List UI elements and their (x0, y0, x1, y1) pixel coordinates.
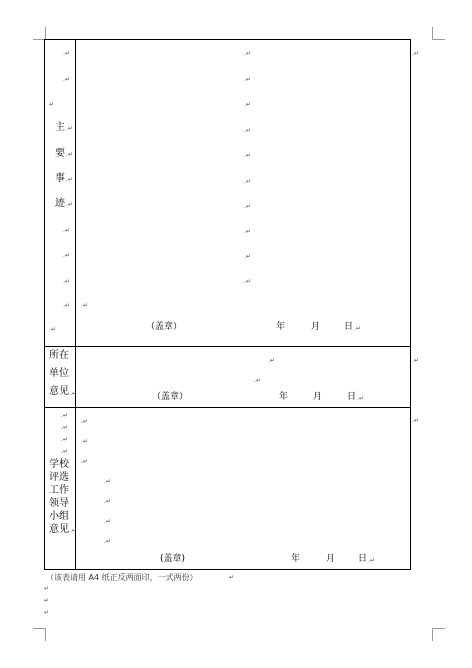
para-mark: .↵ (244, 203, 251, 210)
para-mark: .↵ (104, 478, 111, 485)
para-mark: .↵ (66, 151, 73, 158)
para-mark: .↵ (104, 518, 111, 525)
para-mark: .↵ (357, 395, 364, 402)
para-mark: .↵ (66, 176, 73, 183)
para-mark: .↵ (81, 458, 88, 465)
year-label: 年 (291, 554, 301, 564)
para-mark: .↵ (354, 325, 361, 332)
para-mark: .↵ (81, 418, 88, 425)
para-mark: .↵ (368, 557, 375, 564)
para-mark: .↵ (81, 302, 88, 309)
seal-label: （盖章） (146, 322, 183, 332)
para-mark: .↵ (244, 127, 251, 134)
para-mark: .↵ (49, 326, 56, 333)
print-instruction-note: （该表请用 A4 纸正反两面印，一式两份） (46, 573, 198, 582)
year-label: 年 (279, 392, 289, 402)
day-label: 日 (347, 392, 357, 402)
school-panel-label-line: 小组 (49, 511, 69, 522)
para-mark: .↵ (63, 76, 70, 83)
unit-opinion-label-line: 所在 (49, 350, 69, 361)
para-mark: .↵ (61, 412, 68, 419)
main-deeds-label-char: 迹 (55, 198, 65, 209)
para-mark: .↵ (70, 390, 77, 397)
label-column-divider (75, 39, 76, 570)
para-mark: .↵ (63, 227, 70, 234)
para-mark: .↵ (66, 201, 73, 208)
month-label: 月 (326, 554, 336, 564)
school-panel-label-line: 评选 (49, 472, 69, 483)
para-mark: .↵ (244, 152, 251, 159)
para-mark: .↵ (244, 253, 251, 260)
para-mark: .↵ (244, 228, 251, 235)
seal-label: （盖章） (152, 392, 189, 402)
para-mark: .↵ (244, 76, 251, 83)
crop-mark-bottom-left (33, 628, 46, 641)
para-mark: .↵ (244, 101, 251, 108)
school-panel-label-line: 工作 (49, 485, 69, 496)
para-mark: .↵ (412, 50, 419, 57)
crop-mark-bottom-right (432, 628, 445, 641)
para-mark: .↵ (412, 357, 419, 364)
main-deeds-label-char: 事 (55, 173, 65, 184)
para-mark: ↵ (229, 574, 235, 581)
row-divider-2 (44, 407, 411, 408)
unit-opinion-label-line: 单位 (49, 368, 69, 379)
para-mark: ↵ (44, 585, 50, 592)
day-label: 日 (344, 322, 354, 332)
para-mark: .↵ (61, 436, 68, 443)
para-mark: ↵ (44, 597, 50, 604)
para-mark: .↵ (63, 302, 70, 309)
school-panel-label-line: 领导 (49, 498, 69, 509)
para-mark: .↵ (70, 527, 77, 534)
para-mark: ↵ (49, 101, 55, 108)
school-panel-label-line: 意见 (49, 524, 69, 535)
para-mark: .↵ (244, 50, 251, 57)
para-mark: .↵ (61, 424, 68, 431)
row-divider-1 (44, 346, 411, 347)
para-mark: .↵ (81, 438, 88, 445)
main-deeds-label-char: 要 (55, 148, 65, 159)
para-mark: .↵ (244, 278, 251, 285)
unit-opinion-label-line: 意见 (49, 386, 69, 397)
para-mark: ↵ (44, 609, 50, 616)
school-panel-label-line: 学校 (49, 459, 69, 470)
para-mark: .↵ (244, 178, 251, 185)
para-mark: .↵ (254, 377, 261, 384)
main-deeds-label-char: 主 (55, 122, 65, 133)
seal-label: (盖章) (160, 554, 186, 564)
para-mark: .↵ (63, 50, 70, 57)
para-mark: .↵ (63, 278, 70, 285)
crop-mark-top-right (432, 27, 445, 40)
year-label: 年 (276, 322, 286, 332)
para-mark: .↵ (268, 357, 275, 364)
para-mark: .↵ (412, 417, 419, 424)
para-mark: .↵ (104, 538, 111, 545)
form-table (44, 39, 411, 570)
month-label: 月 (313, 392, 323, 402)
para-mark: .↵ (63, 252, 70, 259)
para-mark: .↵ (104, 498, 111, 505)
para-mark: .↵ (66, 125, 73, 132)
day-label: 日 (358, 554, 368, 564)
month-label: 月 (311, 322, 321, 332)
para-mark: .↵ (61, 448, 68, 455)
